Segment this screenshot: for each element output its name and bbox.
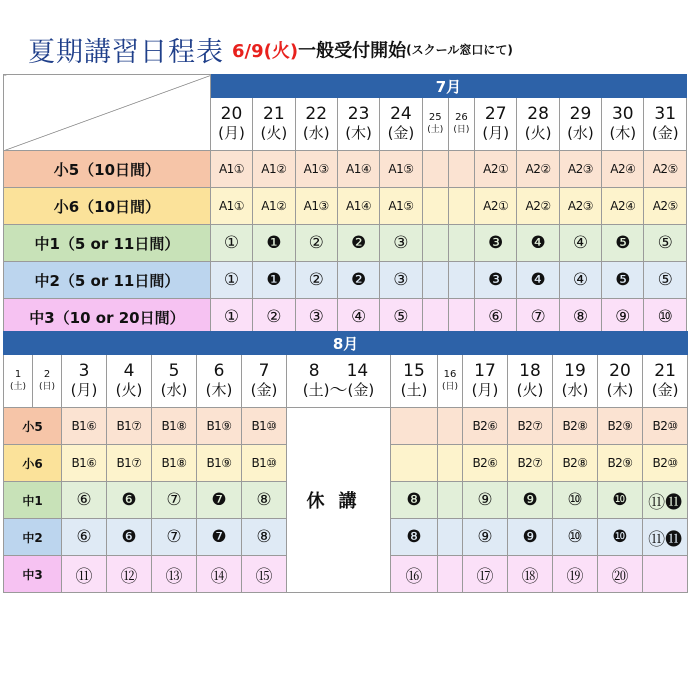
session-cell <box>448 151 474 188</box>
day-number: 16 <box>443 369 457 380</box>
session-cell: ⑨ <box>463 482 508 519</box>
row-label: 小5（10日間） <box>4 151 211 188</box>
session-cell: ① <box>210 299 252 336</box>
day-number: 4 <box>123 361 135 381</box>
day-header <box>242 355 287 408</box>
table-row <box>4 188 687 225</box>
session-cell <box>391 445 438 482</box>
day-number: 18 <box>519 361 541 381</box>
day-weekday: (水) <box>160 381 188 399</box>
session-cell: A1① <box>210 151 252 188</box>
session-cell: ❷ <box>337 262 379 299</box>
session-cell: B2⑦ <box>508 408 553 445</box>
session-cell: ④ <box>559 262 601 299</box>
day-header <box>210 98 252 151</box>
session-cell: ⑧ <box>559 299 601 336</box>
day-weekday: (木) <box>606 381 634 399</box>
session-cell: ⑨ <box>602 299 644 336</box>
session-cell: B1⑧ <box>152 408 197 445</box>
session-cell: ③ <box>380 225 422 262</box>
session-cell: A1⑤ <box>380 188 422 225</box>
session-cell: B1⑦ <box>107 445 152 482</box>
day-weekday: (金) <box>651 381 679 399</box>
day-number: 2 <box>43 369 51 380</box>
session-cell <box>422 299 448 336</box>
day-weekday: (火) <box>516 381 544 399</box>
session-cell: ❺ <box>602 262 644 299</box>
session-cell: ❽ <box>391 519 438 556</box>
row-label: 小6（10日間） <box>4 188 211 225</box>
session-cell: ⑥ <box>62 519 107 556</box>
day-header <box>553 355 598 408</box>
session-cell: ⑱ <box>508 556 553 593</box>
session-cell: ④ <box>559 225 601 262</box>
range-days <box>287 362 390 381</box>
session-cell: ⑤ <box>644 225 687 262</box>
range-end-weekday: (金) <box>347 381 375 399</box>
day-header <box>33 355 62 408</box>
session-cell <box>438 482 463 519</box>
session-cell: ② <box>295 225 337 262</box>
session-cell <box>643 556 688 593</box>
session-cell: A2① <box>475 151 517 188</box>
session-cell: B1⑧ <box>152 445 197 482</box>
day-weekday: (水) <box>561 381 589 399</box>
day-number: 5 <box>168 361 180 381</box>
day-header <box>380 98 422 151</box>
session-cell: ⑪⓫ <box>643 482 688 519</box>
session-cell: ❻ <box>107 482 152 519</box>
session-cell: ❶ <box>253 262 295 299</box>
session-cell: B2⑨ <box>598 445 643 482</box>
session-cell <box>448 225 474 262</box>
day-weekday: (火) <box>524 124 552 142</box>
session-cell <box>422 151 448 188</box>
session-cell: A2④ <box>602 188 644 225</box>
day-number: 31 <box>654 104 677 124</box>
day-number: 22 <box>305 104 328 124</box>
day-weekday: (水) <box>567 124 594 142</box>
range-start-day: 8 <box>308 361 320 381</box>
day-weekday: (土) <box>400 381 428 399</box>
session-cell: ⑩ <box>553 482 598 519</box>
session-cell: B2⑥ <box>463 445 508 482</box>
session-cell <box>422 262 448 299</box>
day-weekday: (日) <box>38 382 56 392</box>
session-cell: ⑥ <box>475 299 517 336</box>
session-cell: A2⑤ <box>644 151 687 188</box>
day-header <box>463 355 508 408</box>
row-label: 中3（10 or 20日間） <box>4 299 211 336</box>
day-weekday: (火) <box>260 124 288 142</box>
day-number: 23 <box>347 104 370 124</box>
session-cell: ⑪ <box>62 556 107 593</box>
session-cell: ⑫ <box>107 556 152 593</box>
session-cell <box>391 408 438 445</box>
session-cell: ⑤ <box>380 299 422 336</box>
session-cell: B2⑩ <box>643 408 688 445</box>
session-cell <box>438 556 463 593</box>
session-cell: ❸ <box>475 225 517 262</box>
session-cell: ⑳ <box>598 556 643 593</box>
session-cell: B1⑦ <box>107 408 152 445</box>
session-cell <box>438 519 463 556</box>
session-cell: ⑧ <box>242 519 287 556</box>
session-cell: ② <box>295 262 337 299</box>
session-cell: B2⑧ <box>553 445 598 482</box>
day-header <box>602 98 644 151</box>
session-cell: ⑩ <box>553 519 598 556</box>
session-cell: ❿ <box>598 482 643 519</box>
session-cell: ⑲ <box>553 556 598 593</box>
session-cell <box>438 408 463 445</box>
session-cell: ❾ <box>508 519 553 556</box>
august-schedule-table <box>3 331 688 593</box>
session-cell: ❿ <box>598 519 643 556</box>
day-weekday: (火) <box>115 381 143 399</box>
session-cell: B2⑨ <box>598 408 643 445</box>
session-cell: A1③ <box>295 188 337 225</box>
day-number: 30 <box>611 104 634 124</box>
day-header <box>253 98 295 151</box>
title-registration: 一般受付開始 <box>298 40 407 62</box>
day-header <box>448 98 474 151</box>
day-weekday: (木) <box>205 381 233 399</box>
day-weekday: (土) <box>9 382 27 392</box>
day-header <box>152 355 197 408</box>
day-number: 20 <box>220 104 243 124</box>
table-row <box>4 408 688 445</box>
day-weekday: (月) <box>218 124 245 142</box>
session-cell <box>448 188 474 225</box>
day-weekday: (木) <box>345 124 372 142</box>
day-number: 28 <box>527 104 549 124</box>
session-cell: A2③ <box>559 151 601 188</box>
session-cell: B2⑧ <box>553 408 598 445</box>
session-cell: ⑭ <box>197 556 242 593</box>
table-row <box>4 225 687 262</box>
day-number: 25 <box>428 112 442 123</box>
day-number: 15 <box>403 361 425 381</box>
session-cell: A1② <box>253 151 295 188</box>
session-cell <box>438 445 463 482</box>
range-weekdays <box>287 381 390 400</box>
session-cell: ⑨ <box>463 519 508 556</box>
session-cell: ③ <box>295 299 337 336</box>
range-end-day: 14 <box>346 361 369 381</box>
day-number: 19 <box>564 361 586 381</box>
month-header-july: 7月 <box>210 75 686 98</box>
session-cell: A1③ <box>295 151 337 188</box>
day-number: 26 <box>455 112 468 123</box>
session-cell: ③ <box>380 262 422 299</box>
day-number: 17 <box>474 361 496 381</box>
session-cell: A1① <box>210 188 252 225</box>
day-weekday: (土) <box>427 125 444 135</box>
day-weekday: (月) <box>70 381 98 399</box>
row-label: 小6 <box>4 445 62 482</box>
session-cell <box>448 262 474 299</box>
session-cell: A2⑤ <box>644 188 687 225</box>
session-cell: ❾ <box>508 482 553 519</box>
day-number: 21 <box>263 104 285 124</box>
session-cell: ⑦ <box>152 519 197 556</box>
session-cell: A2③ <box>559 188 601 225</box>
day-header <box>197 355 242 408</box>
title-date: 6/9(火) <box>232 40 299 62</box>
day-number: 1 <box>14 369 22 380</box>
session-cell: ⑰ <box>463 556 508 593</box>
day-header <box>4 355 33 408</box>
session-cell: ⑦ <box>152 482 197 519</box>
day-number: 29 <box>569 104 592 124</box>
day-number: 3 <box>78 361 90 381</box>
day-weekday: (水) <box>302 124 330 142</box>
day-weekday: (金) <box>250 381 278 399</box>
month-header-august: 8月 <box>4 332 688 355</box>
session-cell: B1⑩ <box>242 445 287 482</box>
session-cell: A1④ <box>337 188 379 225</box>
day-weekday: (月) <box>482 124 510 142</box>
session-cell: ④ <box>337 299 379 336</box>
session-cell: ⑤ <box>644 262 687 299</box>
row-label: 中1 <box>4 482 62 519</box>
range-tilde: ～ <box>329 380 348 401</box>
day-header <box>391 355 438 408</box>
session-cell: ❽ <box>391 482 438 519</box>
session-cell: A2② <box>517 151 559 188</box>
session-cell: A1② <box>253 188 295 225</box>
session-cell: ① <box>210 225 252 262</box>
range-start-weekday: (土) <box>302 381 330 399</box>
day-weekday: (木) <box>609 124 637 142</box>
day-header <box>295 98 337 151</box>
page-title <box>28 30 513 70</box>
session-cell: B1⑨ <box>197 445 242 482</box>
day-header <box>559 98 601 151</box>
session-cell: ⑩ <box>644 299 687 336</box>
day-header <box>598 355 643 408</box>
day-header <box>422 98 448 151</box>
day-header <box>475 98 517 151</box>
title-main: 夏期講習日程表 <box>28 37 224 68</box>
day-header <box>644 98 687 151</box>
session-cell: ⑯ <box>391 556 438 593</box>
day-number: 27 <box>484 104 507 124</box>
session-cell: A2④ <box>602 151 644 188</box>
session-cell: A2① <box>475 188 517 225</box>
session-cell: ⑮ <box>242 556 287 593</box>
day-weekday: (金) <box>387 124 415 142</box>
session-cell: ❻ <box>107 519 152 556</box>
day-number: 24 <box>390 104 412 124</box>
table-row <box>4 262 687 299</box>
session-cell: B1⑥ <box>62 445 107 482</box>
closed-period-label: 休講 <box>287 408 391 593</box>
session-cell: ❸ <box>475 262 517 299</box>
row-label: 中3 <box>4 556 62 593</box>
session-cell: ❷ <box>337 225 379 262</box>
session-cell: ⑥ <box>62 482 107 519</box>
day-header <box>643 355 688 408</box>
day-number: 7 <box>258 361 270 381</box>
session-cell: ❺ <box>602 225 644 262</box>
corner-diagonal-cell <box>4 75 211 151</box>
session-cell: ① <box>210 262 252 299</box>
day-number: 6 <box>213 361 225 381</box>
session-cell: ⑪⓫ <box>643 519 688 556</box>
session-cell: B2⑥ <box>463 408 508 445</box>
day-weekday: (金) <box>651 124 679 142</box>
session-cell: ⑧ <box>242 482 287 519</box>
table-row <box>4 151 687 188</box>
day-header <box>62 355 107 408</box>
row-label: 中2 <box>4 519 62 556</box>
day-number: 21 <box>654 361 676 381</box>
session-cell: ❼ <box>197 519 242 556</box>
day-weekday: (日) <box>453 125 470 135</box>
row-label: 中2（5 or 11日間） <box>4 262 211 299</box>
session-cell: A1⑤ <box>380 151 422 188</box>
session-cell: B1⑩ <box>242 408 287 445</box>
day-header <box>337 98 379 151</box>
session-cell: ⑬ <box>152 556 197 593</box>
july-schedule-table <box>3 74 687 336</box>
session-cell <box>422 225 448 262</box>
session-cell: A1④ <box>337 151 379 188</box>
day-header <box>517 98 559 151</box>
session-cell: B1⑨ <box>197 408 242 445</box>
day-header <box>508 355 553 408</box>
day-header <box>107 355 152 408</box>
session-cell: B2⑩ <box>643 445 688 482</box>
session-cell: ② <box>253 299 295 336</box>
session-cell: B2⑦ <box>508 445 553 482</box>
day-header <box>438 355 463 408</box>
session-cell <box>422 188 448 225</box>
session-cell <box>448 299 474 336</box>
closed-range-header <box>287 355 391 408</box>
session-cell: ❶ <box>253 225 295 262</box>
table-row <box>4 299 687 336</box>
session-cell: ❹ <box>517 225 559 262</box>
day-weekday: (月) <box>471 381 499 399</box>
day-weekday: (日) <box>441 382 459 392</box>
session-cell: B1⑥ <box>62 408 107 445</box>
title-location: (スクール窓口にて) <box>406 43 513 57</box>
session-cell: ⑦ <box>517 299 559 336</box>
row-label: 小5 <box>4 408 62 445</box>
session-cell: ❼ <box>197 482 242 519</box>
session-cell: ❹ <box>517 262 559 299</box>
row-label: 中1（5 or 11日間） <box>4 225 211 262</box>
session-cell: A2② <box>517 188 559 225</box>
day-number: 20 <box>609 361 631 381</box>
